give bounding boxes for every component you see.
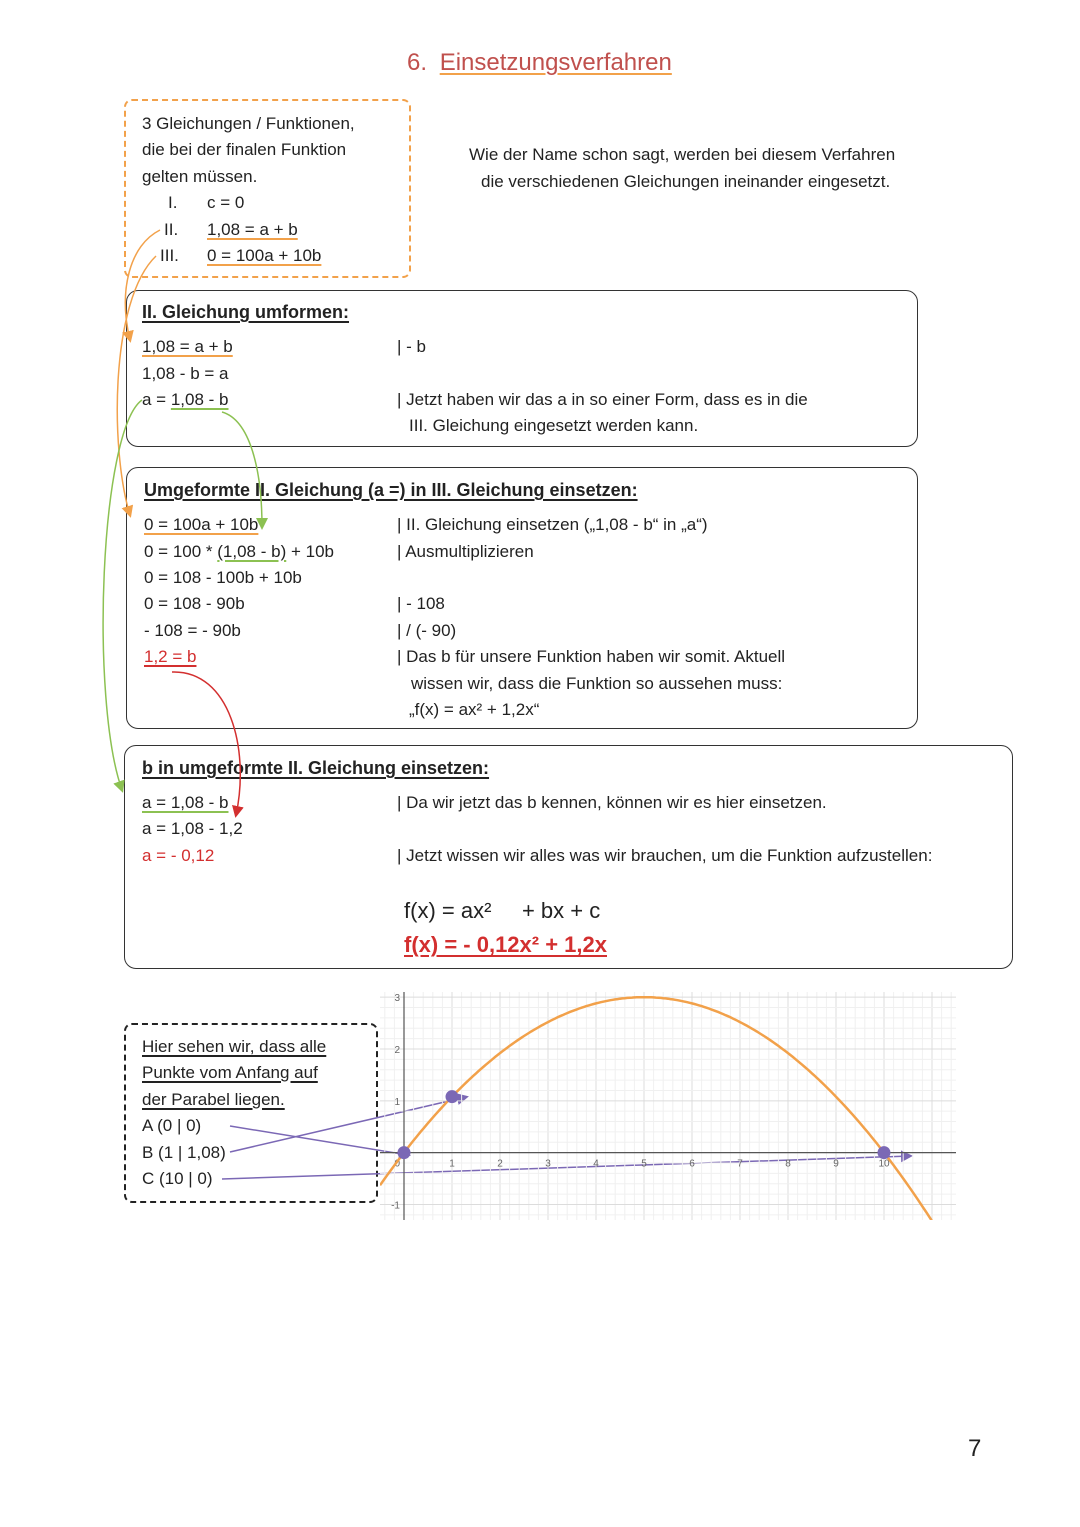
x-tick-label: 3	[545, 1158, 551, 1170]
step1-note-1: | - b	[397, 337, 426, 356]
step2-note-3: | - 108	[397, 594, 445, 613]
step2-line-6: 1,2 = b	[144, 647, 197, 666]
arrow-b-to-step3	[172, 672, 240, 815]
data-point-b	[446, 1090, 459, 1103]
intro-line-1: Wie der Name schon sagt, werden bei diesem Verfahren	[469, 145, 896, 164]
arrow-eq2-to-step1	[125, 230, 160, 340]
step3-line-1: a = 1,08 - b	[142, 793, 229, 812]
data-point-a	[398, 1146, 411, 1159]
x-tick-label: 7	[737, 1158, 743, 1170]
parabola-chart	[380, 992, 956, 1220]
point-c-label: C (10 | 0)	[142, 1169, 213, 1188]
parabola-curve	[380, 997, 956, 1220]
step1-heading: II. Gleichung umformen:	[142, 302, 350, 322]
step2-line-2: 0 = 100 * (1,08 - b) + 10b	[144, 542, 334, 561]
step3-heading: b in umgeformte II. Gleichung einsetzen:	[142, 758, 490, 778]
point-b-label: B (1 | 1,08)	[142, 1143, 226, 1162]
x-tick-label: 9	[833, 1158, 839, 1170]
arrow-a-to-step3	[103, 400, 142, 790]
step2-line-5: - 108 = - 90b	[144, 621, 241, 640]
step1-line-3: a = 1,08 - b	[142, 390, 229, 409]
step2-note-6: wissen wir, dass die Funktion so aussehen muss:	[411, 674, 783, 693]
step3-line-2: a = 1,08 - 1,2	[142, 819, 243, 838]
page-number: 7	[968, 1435, 982, 1462]
step2-note-7: „f(x) = ax² + 1,2x“	[409, 700, 540, 719]
eq-3-text: 0 = 100a + 10b	[207, 246, 322, 265]
y-tick-label: -1	[391, 1200, 400, 1212]
step3-note-1: | Da wir jetzt das b kennen, können wir es hier einsetzen.	[397, 793, 827, 812]
y-tick-label: 1	[394, 1096, 400, 1108]
points-line-2: Punkte vom Anfang auf	[142, 1063, 318, 1082]
step3-line-3: a = - 0,12	[142, 846, 215, 865]
step2-line-3: 0 = 108 - 100b + 10b	[144, 568, 302, 587]
step2-heading: Umgeformte II. Gleichung (a =) in III. Gleichung einsetzen:	[144, 480, 638, 500]
intro-line-2: die verschiedenen Gleichungen ineinander eingesetzt.	[481, 172, 891, 191]
formula-general: f(x) = ax² + bx + c	[404, 898, 601, 923]
step1-note-2b: III. Gleichung eingesetzt werden kann.	[409, 416, 699, 435]
title-number: 6.	[407, 49, 428, 76]
step3-note-2: | Jetzt wissen wir alles was wir brauchen, um die Funktion aufzustellen:	[397, 846, 933, 865]
points-line-1: Hier sehen wir, dass alle	[142, 1037, 327, 1056]
eq-2-num: II.	[164, 220, 179, 239]
step2-line-1: 0 = 100a + 10b	[144, 515, 259, 534]
step1-note-2a: | Jetzt haben wir das a in so einer Form, dass es in die	[397, 390, 808, 409]
eq-1-text: c = 0	[207, 193, 245, 212]
origin-label: 0	[394, 1158, 400, 1170]
eq-1-num: I.	[168, 193, 178, 212]
points-line-3: der Parabel liegen.	[142, 1090, 285, 1109]
x-tick-label: 4	[593, 1158, 599, 1170]
title-text: Einsetzungsverfahren	[439, 49, 672, 76]
x-tick-label: 1	[449, 1158, 455, 1170]
conditions-line-2: die bei der finalen Funktion	[142, 140, 347, 159]
data-point-c	[878, 1146, 891, 1159]
eq-3-num: III.	[160, 246, 179, 265]
y-tick-label: 2	[394, 1045, 400, 1056]
x-tick-label: 2	[497, 1158, 503, 1170]
conditions-line-3: gelten müssen.	[142, 167, 258, 186]
step2-note-1: | II. Gleichung einsetzen („1,08 - b“ in „a“)	[397, 515, 708, 534]
x-tick-label: 6	[689, 1158, 695, 1170]
point-a-label: A (0 | 0)	[142, 1116, 202, 1135]
chart-grid	[380, 992, 956, 1220]
x-tick-label: 8	[785, 1158, 791, 1170]
step2-line-4: 0 = 108 - 90b	[144, 594, 245, 613]
x-tick-label: 5	[641, 1158, 647, 1170]
y-tick-label: 3	[394, 993, 400, 1005]
step1-line-3-expr: 1,08 - b	[170, 390, 229, 409]
arrow-eq3-to-step2	[117, 256, 156, 515]
x-tick-label: 10	[878, 1158, 890, 1170]
arrow-a-to-step2	[222, 412, 262, 527]
eq-2-text: 1,08 = a + b	[207, 220, 298, 239]
step2-note-2: | Ausmultiplizieren	[397, 542, 534, 561]
step2-note-5: | Das b für unsere Funktion haben wir somit. Aktuell	[397, 647, 786, 666]
conditions-line-1: 3 Gleichungen / Funktionen,	[142, 114, 355, 133]
step2-note-4: | / (- 90)	[397, 621, 457, 640]
step1-line-1: 1,08 = a + b	[142, 337, 233, 356]
step2-line-2-expr: (1,08 - b)	[217, 542, 287, 561]
formula-final: f(x) = - 0,12x² + 1,2x	[404, 932, 607, 957]
step1-line-2: 1,08 - b = a	[142, 364, 229, 383]
